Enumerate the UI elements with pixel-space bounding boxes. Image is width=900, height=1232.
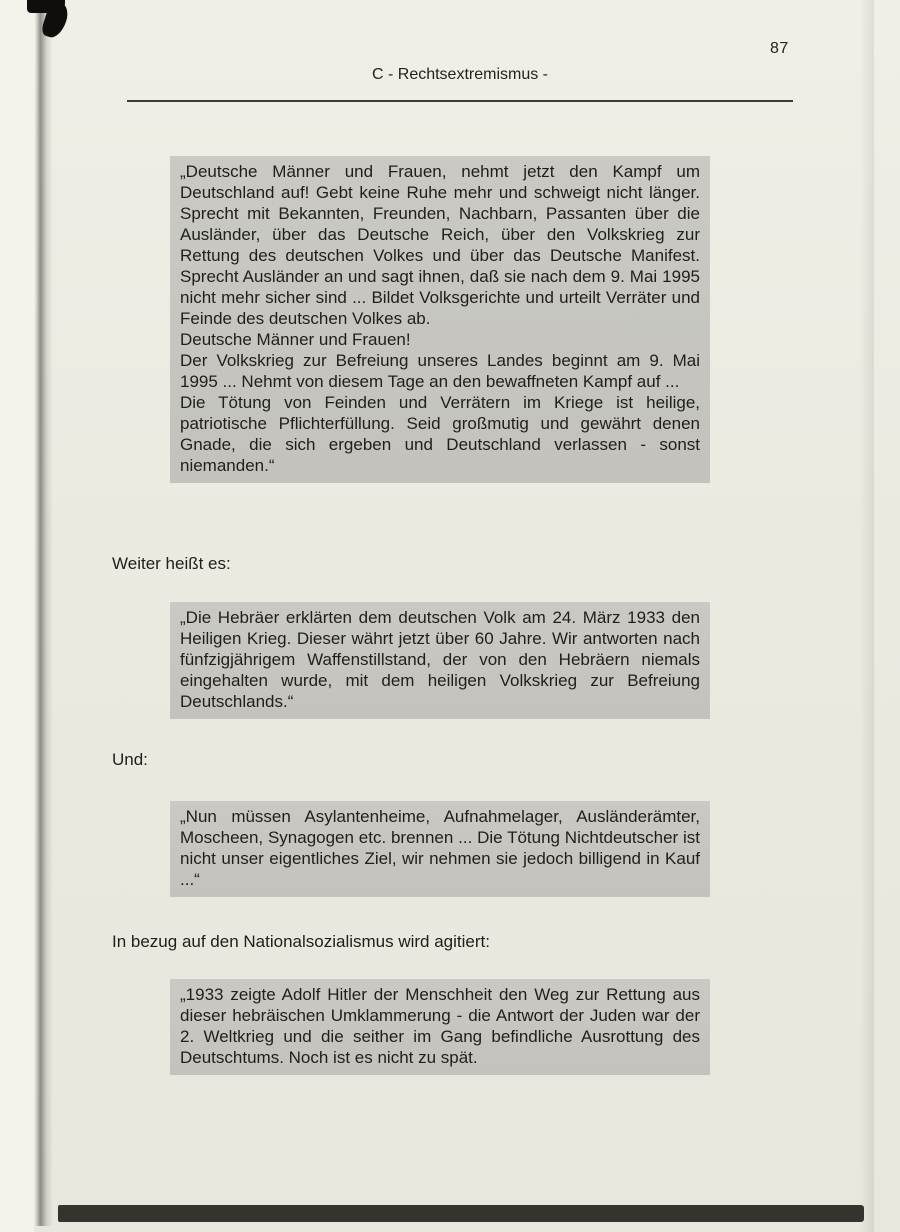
quote-paragraph: Deutsche Männer und Frauen! xyxy=(180,330,411,349)
body-paragraph-3: In bezug auf den Nationalsozialismus wird agitiert: xyxy=(112,932,490,951)
body-paragraph-2: Und: xyxy=(112,750,148,769)
quote-block-4 xyxy=(170,979,710,1075)
book-binding-shadow xyxy=(35,0,53,1226)
quote-paragraph: „1933 zeigte Adolf Hitler der Menschheit den Weg zur Rettung aus dieser hebräischen Umklammerung - die Antwort der Juden war der 2. Weltkrieg und die seither im Gang befindliche Ausrottung des Deutschtums. Noch ist es nicht zu spät. xyxy=(180,985,700,1067)
quote-block-1 xyxy=(170,156,710,483)
quote-paragraph: „Deutsche Männer und Frauen, nehmt jetzt den Kampf um Deutschland auf! Gebt keine Ruhe mehr und schweigt nicht länger. Sprecht mit Bekannten, Freunden, Nachbarn, Passanten über die Ausländer, über das Deutsche Reich, über den Volkskrieg zur Rettung des deutschen Volkes und über das Deutsche Manifest. Sprecht Ausländer an und sagt ihnen, daß sie nach dem 9. Mai 1995 nicht mehr sicher sind ... Bildet Volksgerichte und urteilt Verräter und Feinde des deutschen Volkes ab. xyxy=(180,162,700,328)
scan-bottom-artifact xyxy=(58,1205,864,1222)
quote-paragraph: „Die Hebräer erklärten dem deutschen Volk am 24. März 1933 den Heiligen Krieg. Dieser währt jetzt über 60 Jahre. Wir antworten nach fünfzigjährigem Waffenstillstand, der von den Hebräern niemals eingehalten wurde, mit dem heiligen Volkskrieg zur Befreiung Deutschlands.“ xyxy=(180,608,700,711)
page-right-crease xyxy=(860,0,874,1232)
quote-block-2 xyxy=(170,602,710,719)
quote-paragraph: „Nun müssen Asylantenheime, Aufnahmelager, Ausländerämter, Moscheen, Synagogen etc. brennen ... Die Tötung Nichtdeutscher ist nicht unser eigentliches Ziel, wir nehmen sie jedoch billigend in Kauf ...“ xyxy=(180,807,700,889)
page-left-margin xyxy=(0,0,34,1232)
body-paragraph-1: Weiter heißt es: xyxy=(112,554,231,573)
header-rule xyxy=(127,100,793,102)
quote-paragraph: Die Tötung von Feinden und Verrätern im Kriege ist heilige, patriotische Pflichterfüllung. Seid großmutig und gewährt denen Gnade, die sich ergeben und Deutschland verlassen - sonst niemanden.“ xyxy=(180,393,700,475)
page-number: 87 xyxy=(770,40,789,57)
chapter-header: C - Rechtsextremismus - xyxy=(371,66,549,83)
quote-block-3 xyxy=(170,801,710,897)
quote-paragraph: Der Volkskrieg zur Befreiung unseres Landes beginnt am 9. Mai 1995 ... Nehmt von diesem Tage an den bewaffneten Kampf auf ... xyxy=(180,351,700,391)
